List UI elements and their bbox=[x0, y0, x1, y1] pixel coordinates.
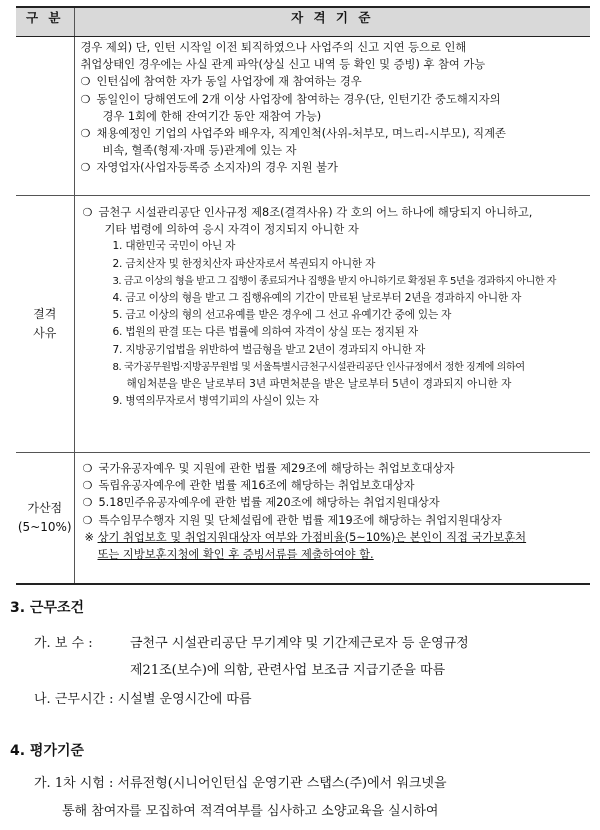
section4-line1: 가. 1차 시험 : 서류전형(시니어인턴십 운영기관 스탭스(주)에서 워크넷을 bbox=[34, 776, 447, 791]
numbered-item: 9. 병역의무자로서 병역기피의 사실이 있는 자 bbox=[112, 395, 319, 408]
note-line-continuation: 또는 지방보훈지청에 확인 후 증빙서류를 제출하여야 함. bbox=[97, 548, 374, 562]
pay-line1: 금천구 시설관리공단 무기계약 및 기간제근로자 등 운영규정 bbox=[130, 636, 469, 651]
table-row-disqualification bbox=[16, 196, 590, 453]
reference-mark-icon: ※ bbox=[84, 530, 94, 544]
pay-label: 가. 보 수 : bbox=[34, 636, 93, 651]
numbered-item: 8. 국가공무원법·지방공무원법 및 서울특별시금천구시설관리공단 인사규정에서 정한 징계에 의하여 bbox=[112, 361, 525, 373]
circle-bullet-icon: ❍ bbox=[82, 206, 93, 219]
numbered-item: 7. 지방공기업법을 위반하여 벌금형을 받고 2년이 경과되지 아니한 자 bbox=[112, 343, 425, 356]
pay-line2: 제21조(보수)에 의함, 관련사업 보조금 지급기준을 따름 bbox=[130, 663, 446, 678]
numbered-item: 1. 대한민국 국민이 아닌 자 bbox=[112, 240, 236, 253]
circle-bullet-icon: ❍ bbox=[82, 513, 93, 527]
circle-bullet-icon: ❍ bbox=[82, 462, 93, 475]
numbered-item: 4. 금고 이상의 형을 받고 그 집행유예의 기간이 만료된 날로부터 2년을 경과하지 아니한 자 bbox=[112, 292, 522, 305]
list-item: ❍ 채용예정인 기업의 사업주와 배우자, 직계인척(사위-처부모, 며느리-시부모), 직계존 bbox=[81, 125, 587, 142]
row1-category bbox=[16, 37, 74, 196]
list-item-continuation: 경우 1회에 한해 잔여기간 동안 재참여 가능) bbox=[102, 109, 322, 123]
circle-bullet-icon: ❍ bbox=[82, 496, 93, 510]
list-item: ❍ 금천구 시설관리공단 인사규정 제8조(결격사유) 각 호의 어느 하나에 해당되지 아니하고, bbox=[83, 204, 587, 221]
numbered-item: 2. 금치산자 및 한정치산자 파산자로서 복권되지 아니한 자 bbox=[112, 257, 376, 270]
row1-line: 취업상태인 경우에는 사실 관계 파악(상실 신고 내역 등 확인 및 증빙) 후 참여 가능 bbox=[80, 58, 486, 72]
list-item-continuation: 기타 법령에 의하여 응시 자격이 정지되지 아니한 자 bbox=[104, 223, 359, 237]
header-category: 구 분 bbox=[16, 7, 74, 37]
list-item-continuation: 비속, 혈족(형제·자매 등)관계에 있는 자 bbox=[102, 144, 297, 158]
section4-line2: 통해 참여자를 모집하여 적격여부를 심사하고 소양교육을 실시하여 bbox=[62, 804, 439, 819]
circle-bullet-icon: ❍ bbox=[80, 92, 91, 106]
list-item: ❍ 독립유공자예우에 관한 법률 제16조에 해당하는 취업보호대상자 bbox=[83, 477, 587, 494]
numbered-item-continuation: 해임처분을 받은 날로부터 3년 파면처분을 받은 날로부터 5년이 경과되지 아니한 자 bbox=[126, 378, 512, 391]
row3-category: 가산점 (5~10%) bbox=[16, 453, 74, 585]
list-item: ❍ 자영업자(사업자등록증 소지자)의 경우 지원 불가 bbox=[81, 159, 587, 176]
list-item: ❍ 특수임무수행자 지원 및 단체설립에 관한 법률 제19조에 해당하는 취업지원대상자 bbox=[83, 512, 587, 529]
row2-body bbox=[74, 196, 590, 453]
qualification-table bbox=[16, 6, 590, 585]
numbered-item: 5. 금고 이상의 형의 선고유예를 받은 경우에 그 선고 유예기간 중에 있는 자 bbox=[112, 309, 452, 322]
circle-bullet-icon: ❍ bbox=[80, 75, 91, 89]
section3-title: 3. 근무조건 bbox=[10, 600, 85, 616]
circle-bullet-icon: ❍ bbox=[80, 161, 91, 175]
row2-category: 결격 사유 bbox=[16, 196, 74, 453]
list-item: ❍ 5.18민주유공자예우에 관한 법률 제20조에 해당하는 취업지원대상자 bbox=[83, 494, 587, 511]
numbered-item: 3. 금고 이상의 형을 받고 그 집행이 종료되거나 집행을 받지 아니하기로 확정된 후 5년을 경과하지 아니한 자 bbox=[112, 275, 556, 287]
circle-bullet-icon: ❍ bbox=[82, 479, 93, 493]
row3-body bbox=[74, 453, 590, 585]
list-item: ❍ 인턴십에 참여한 자가 동일 사업장에 재 참여하는 경우 bbox=[81, 73, 587, 90]
table-row-bonus-points bbox=[16, 453, 590, 585]
section4-title: 4. 평가기준 bbox=[10, 743, 85, 759]
row1-line: 경우 제외) 단, 인턴 시작일 이전 퇴직하였으나 사업주의 신고 지연 등으로 인해 bbox=[80, 41, 467, 54]
table-row-participation-limits bbox=[16, 37, 590, 196]
list-item: ❍ 국가유공자예우 및 지원에 관한 법률 제29조에 해당하는 취업보호대상자 bbox=[83, 460, 587, 477]
row1-body bbox=[74, 37, 590, 196]
list-item: ❍ 동일인이 당해연도에 2개 이상 사업장에 참여하는 경우(단, 인턴기간 중도해지자의 bbox=[81, 91, 587, 108]
numbered-item: 6. 법원의 판결 또는 다른 법률에 의하여 자격이 상실 또는 정지된 자 bbox=[112, 326, 418, 339]
circle-bullet-icon: ❍ bbox=[80, 127, 91, 141]
work-hours: 나. 근무시간 : 시설별 운영시간에 따름 bbox=[34, 692, 252, 707]
header-criteria: 자 격 기 준 bbox=[74, 7, 590, 37]
table-header-row bbox=[16, 7, 590, 37]
note-line: ※ 상기 취업보호 및 취업지원대상자 여부와 가점비율(5~10%)은 본인이 직접 국가보훈처 bbox=[84, 530, 527, 544]
